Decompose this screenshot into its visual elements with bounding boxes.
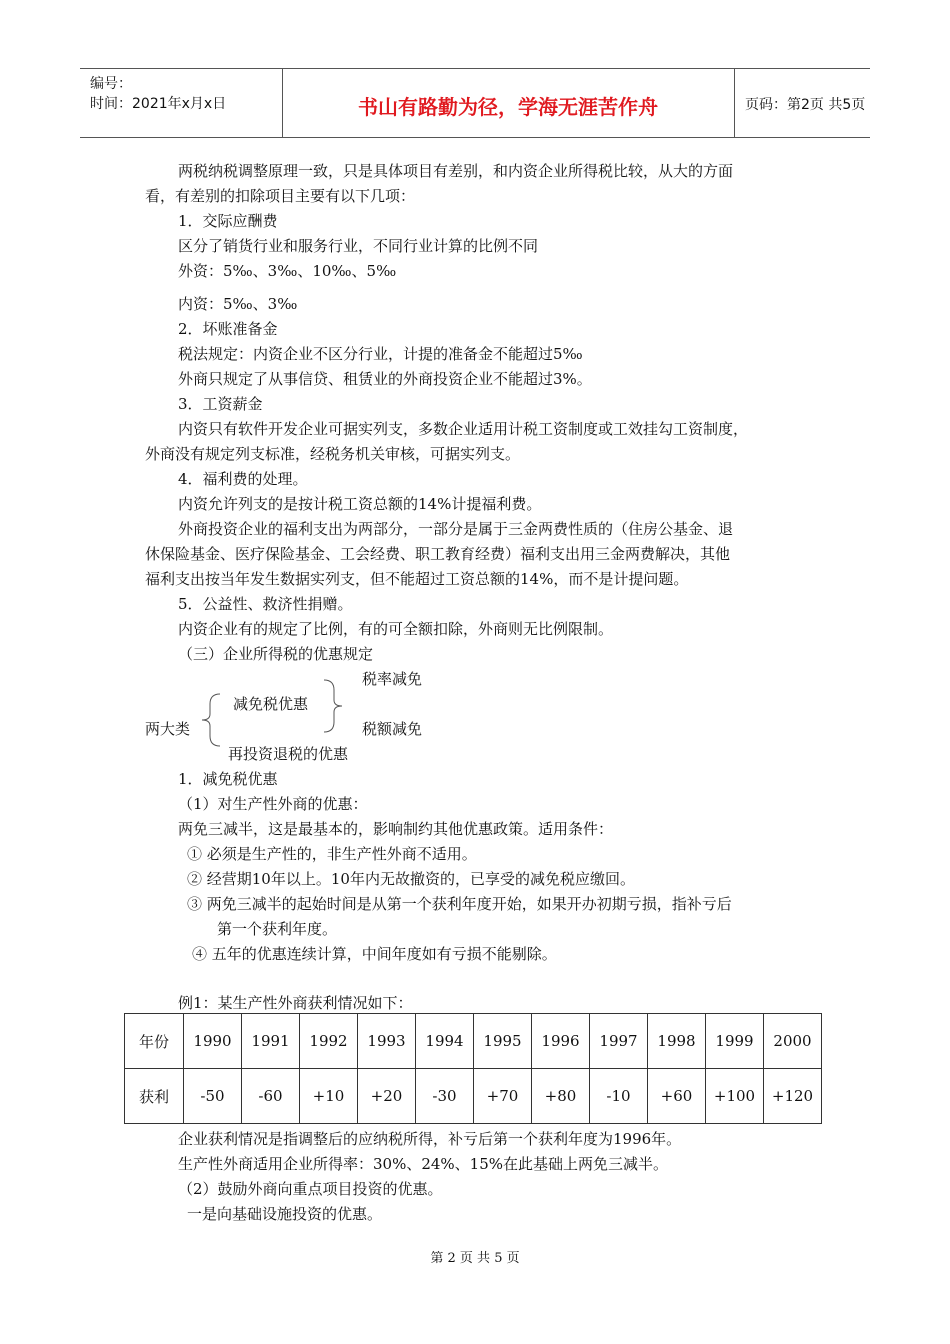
diagram-label-rate: 税率减免	[362, 670, 423, 688]
page-footer: 第 2 页 共 5 页	[430, 1251, 520, 1266]
diagram-label-reinvest: 再投资退税的优惠	[228, 745, 349, 763]
section-heading: 1．交际应酬费	[178, 212, 278, 230]
diagram-label-amount: 税额减免	[362, 720, 423, 738]
list-item-continuation: 第一个获利年度。	[217, 920, 338, 938]
profit-cell: +120	[764, 1069, 822, 1124]
paragraph-line: 两免三减半，这是最基本的，影响制约其他优惠政策。适用条件：	[178, 820, 614, 838]
profit-cell: -10	[590, 1069, 648, 1124]
section-heading: 2．坏账准备金	[178, 320, 278, 338]
row-label: 获利	[125, 1069, 184, 1124]
paragraph-line: 休保险基金、医疗保险基金、工会经费、职工教育经费）福利支出用三金两费解决，其他	[145, 545, 731, 563]
example-heading: 例1：某生产性外商获利情况如下：	[178, 994, 413, 1012]
table-row	[125, 1069, 822, 1124]
header-meta	[80, 69, 283, 137]
page-label: 页码：第2页 共5页	[745, 97, 866, 113]
list-item: ③ 两免三减半的起始时间是从第一个获利年度开始，如果开办初期亏损，指补亏后	[187, 895, 732, 913]
profit-table	[124, 1013, 822, 1124]
year-cell: 1995	[474, 1014, 532, 1069]
profit-cell: +80	[532, 1069, 590, 1124]
section-heading: 1．减免税优惠	[178, 770, 278, 788]
list-item: ② 经营期10年以上。10年内无故撤资的，已享受的减免税应缴回。	[187, 870, 635, 888]
year-cell: 1993	[358, 1014, 416, 1069]
profit-cell: -60	[242, 1069, 300, 1124]
profit-cell: +20	[358, 1069, 416, 1124]
paragraph-line: 外商只规定了从事信贷、租赁业的外商投资企业不能超过3%。	[178, 370, 592, 388]
paragraph-line: 内资允许列支的是按计税工资总额的14%计提福利费。	[178, 495, 542, 513]
paragraph-line: 两税纳税调整原理一致，只是具体项目有差别，和内资企业所得税比较，从大的方面	[178, 162, 734, 180]
year-cell: 1992	[300, 1014, 358, 1069]
year-cell: 1991	[242, 1014, 300, 1069]
paragraph-line: 内资只有软件开发企业可据实列支，多数企业适用计税工资制度或工效挂勾工资制度，	[178, 420, 749, 438]
profit-cell: -50	[184, 1069, 242, 1124]
paragraph-line: 外商投资企业的福利支出为两部分，一部分是属于三金两费性质的（住房公基金、退	[178, 520, 734, 538]
year-cell: 1998	[648, 1014, 706, 1069]
profit-cell: -30	[416, 1069, 474, 1124]
year-cell: 1997	[590, 1014, 648, 1069]
header-slogan-cell	[282, 69, 735, 137]
paragraph-line: 看，有差别的扣除项目主要有以下几项：	[145, 187, 416, 205]
paragraph-line: 区分了销货行业和服务行业，不同行业计算的比例不同	[178, 237, 539, 255]
diagram-label-exempt: 减免税优惠	[233, 695, 309, 713]
profit-cell: +70	[474, 1069, 532, 1124]
profit-cell: +60	[648, 1069, 706, 1124]
header-page-cell	[735, 69, 870, 137]
row-label: 年份	[125, 1014, 184, 1069]
profit-cell: +10	[300, 1069, 358, 1124]
paragraph-line: （1）对生产性外商的优惠：	[178, 795, 368, 813]
paragraph-line: 税法规定：内资企业不区分行业，计提的准备金不能超过5‰	[178, 345, 583, 363]
year-cell: 1996	[532, 1014, 590, 1069]
list-item: ① 必须是生产性的，非生产性外商不适用。	[187, 845, 477, 863]
paragraph-line: 企业获利情况是指调整后的应纳税所得，补亏后第一个获利年度为1996年。	[178, 1130, 682, 1148]
paragraph-line: 生产性外商适用企业所得率：30%、24%、15%在此基础上两免三减半。	[178, 1155, 669, 1173]
right-brace-icon	[318, 676, 348, 736]
left-brace-icon	[198, 690, 228, 750]
diagram-label-two: 两大类	[145, 720, 191, 738]
page-header	[80, 68, 870, 138]
year-cell: 1990	[184, 1014, 242, 1069]
paragraph-line: 福利支出按当年发生数据实列支，但不能超过工资总额的14%，而不是计提问题。	[145, 570, 689, 588]
year-cell: 1999	[706, 1014, 764, 1069]
paragraph-line: （2）鼓励外商向重点项目投资的优惠。	[178, 1180, 443, 1198]
table-row	[125, 1014, 822, 1069]
slogan: 书山有路勤为径，学海无涯苦作舟	[358, 95, 658, 119]
section-heading: （三）企业所得税的优惠规定	[178, 645, 374, 663]
section-heading: 5．公益性、救济性捐赠。	[178, 595, 353, 613]
list-item: ④ 五年的优惠连续计算，中间年度如有亏损不能剔除。	[192, 945, 557, 963]
profit-cell: +100	[706, 1069, 764, 1124]
year-cell: 1994	[416, 1014, 474, 1069]
paragraph-line: 外商没有规定列支标准，经税务机关审核，可据实列支。	[145, 445, 521, 463]
paragraph-line: 一是向基础设施投资的优惠。	[187, 1205, 383, 1223]
date-label: 时间：2021年x月x日	[90, 96, 227, 112]
number-label: 编号：	[90, 76, 132, 92]
section-heading: 3．工资薪金	[178, 395, 263, 413]
section-heading: 4．福利费的处理。	[178, 470, 308, 488]
paragraph-line: 外资：5‰、3‰、10‰、5‰	[178, 262, 397, 280]
paragraph-line: 内资企业有的规定了比例，有的可全额扣除，外商则无比例限制。	[178, 620, 614, 638]
paragraph-line: 内资：5‰、3‰	[178, 295, 298, 313]
year-cell: 2000	[764, 1014, 822, 1069]
